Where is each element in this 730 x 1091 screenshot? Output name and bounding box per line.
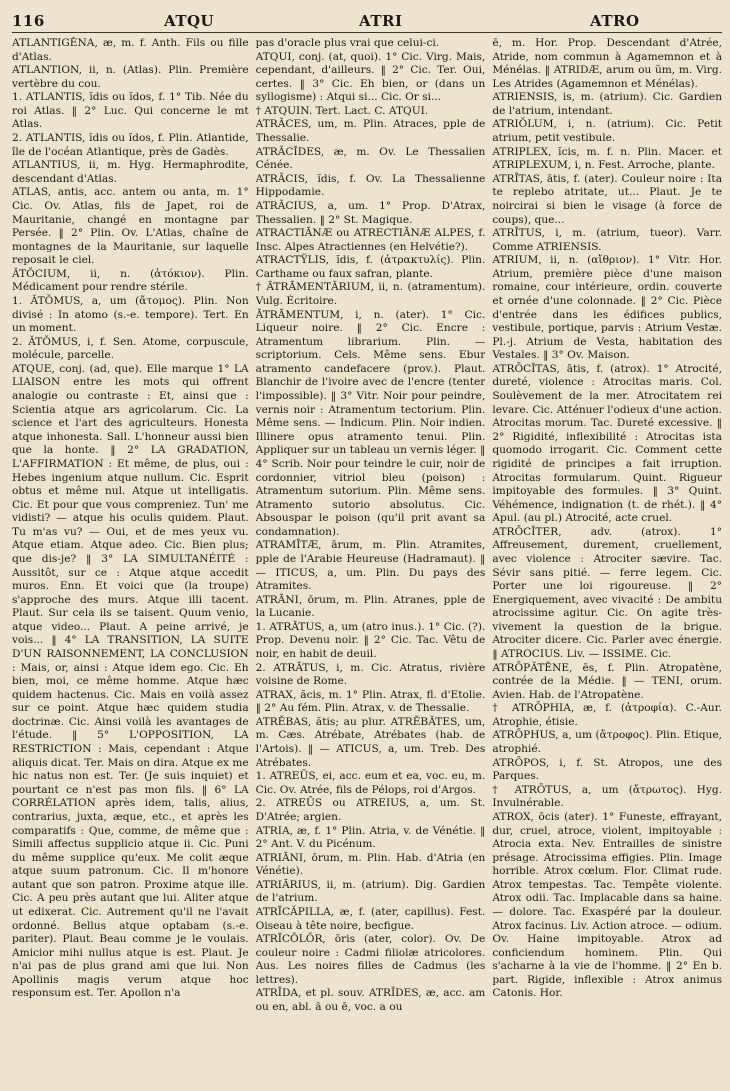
dictionary-entry: 2. ĂTŎMUS, i, f. Sen. Atome, corpuscule, molécule, parcelle.	[12, 335, 249, 362]
dictionary-entry: ATRAMĪTÆ, ārum, m. Plin. Atramites, pple de l'Arabie Heureuse (Hadramaut). ‖ — ITICUS, a, um. Plin. Du pays des Atramites.	[255, 539, 486, 593]
column-left	[12, 37, 249, 1089]
guide-word-right: ATRO	[590, 12, 640, 30]
dictionary-entry: ATRIUM, ii, n. (αἴθριον). 1° Vitr. Hor. Atrium, première pièce d'une maison romaine, cour intérieure, ordin. couverte et ornée d'une colonnade. ‖ 2° Cic. Pièce d'entrée dans les édifices publics, vestibule, portique, parvis : Atrium Vestæ. Pl.-j. Atrium de Vesta, habitation des Vestales. ‖ 3° Ov. Maison.	[492, 254, 723, 362]
dictionary-entry: ATRĂCIS, ĭdis, f. Ov. La Thessalienne Hippodamie.	[255, 172, 486, 199]
dictionary-entry: 2. ATLANTIS, ĭdis ou ĭdos, f. Plin. Atlantide, île de l'océan Atlantique, près de Gadès.	[12, 132, 249, 158]
dictionary-entry: ATLANTIGĔNA, æ, m. f. Anth. Fils ou fille d'Atlas.	[12, 37, 249, 63]
dictionary-entry: ATROX, ōcis (ater). 1° Funeste, effrayant, dur, cruel, atroce, violent, impitoyable : Atrocia exta. Nev. Entrailles de sinistre présage. Atrocissima effigies. Plin. Image horrible. Atrox cœlum. Flor. Climat rude. Atrox tempestas. Tac. Tempête violente. Atrox odii. Tac. Implacable dans sa haine. — dolore. Tac. Exaspéré par la douleur. Atrox facinus. Liv. Action atroce. — odium. Ov. Haine impitoyable. Atrox ad conficiendum hominem. Plin. Qui s'acharne à la vie de l'homme. ‖ 2° En b. part. Rigide, inflexible : Atrox animus Catonis. Hor.	[492, 810, 723, 1000]
dictionary-entry: ATRIĀRIUS, ii, m. (atrium). Dig. Gardien de l'atrium.	[255, 878, 486, 905]
dictionary-entry: ATQUI, conj. (at, quoi). 1° Cic. Virg. Mais, cependant, d'ailleurs. ‖ 2° Cic. Ter. Oui, certes. ‖ 3° Cic. Eh bien, or (dans un syllogisme) : Atqui si... Cic. Or si...	[255, 50, 486, 104]
dictionary-entry: 1. ATLANTIS, ĭdis ou ĭdos, f. 1° Tib. Née du roi Atlas. ‖ 2° Luc. Qui concerne le mt Atlas.	[12, 91, 249, 131]
dictionary-entry: ATLAS, antis, acc. antem ou anta, m. 1° Cic. Ov. Atlas, fils de Japet, roi de Mauritanie, changé en montagne par Persée. ‖ 2° Plin. Ov. L'Atlas, chaîne de montagnes de la Mauritanie, sur laquelle reposait le ciel.	[12, 186, 249, 267]
dictionary-entry: ATRŌPOS, i, f. St. Atropos, une des Parques.	[492, 756, 723, 783]
dictionary-entry: † ATRŌPHIA, æ, f. (ἀτροφία). C.-Aur. Atrophie, étisie.	[492, 702, 723, 728]
dictionary-entry: † ĀTRĀMENTĀRIUM, ii, n. (atramentum). Vulg. Écritoire.	[255, 281, 486, 307]
text-columns	[12, 37, 722, 1089]
dictionary-entry: 1. ATREŪS, ei, acc. eum et ea, voc. eu, m. Cic. Ov. Atrée, fils de Pélops, roi d'Argos.	[255, 770, 486, 796]
dictionary-entry: 2. ATRĀTUS, i, m. Cic. Atratus, rivière voisine de Rome.	[255, 661, 486, 688]
column-right	[492, 37, 722, 1089]
dictionary-entry: ATRIENSIS, is, m. (atrium). Cic. Gardien de l'atrium, intendant.	[492, 91, 723, 117]
dictionary-entry: † ATRŌTUS, a, um (ἄτρωτος). Hyg. Invulnérable.	[492, 783, 723, 810]
page-number: 116	[12, 12, 45, 30]
dictionary-entry: ATRŌPHUS, a, um (ἄτροφος). Plin. Etique, atrophié.	[492, 729, 723, 756]
dictionary-entry: 2. ATREŪS ou ATREIUS, a, um. St. D'Atrée; argien.	[255, 797, 486, 823]
dictionary-entry: ATRACTIĀNÆ ou ATRECTIĀNÆ ALPES, f. Insc. Alpes Atractiennes (en Helvétie?).	[255, 227, 486, 253]
guide-word-left: ATQU	[164, 12, 215, 30]
dictionary-entry: ATRĪCŎLŎR, ōris (ater, color). Ov. De couleur noire : Cadmi filiolæ atricolores. Aus. Les noires filles de Cadmus (les lettres).	[255, 933, 486, 986]
dictionary-entry: ATRĪDA, et pl. souv. ATRĪDES, æ, acc. am ou en, abl. ā ou ē, voc. a ou	[255, 987, 486, 1014]
dictionary-entry: ATRŌCĬTER, adv. (atrox). 1° Affreusement, durement, cruellement, avec violence : Atrociter sævire. Tac. Sévir sans pitié. — ferre legem. Cic. Porter une loi rigoureuse. ‖ 2° Energiquement, avec vivacité : De ambitu atrocissime agitur. Cic. On agite très-vivement la question de la brigue. Atrociter dicere. Cic. Parler avec énergie. ‖ ATROCIUS. Liv. — ISSIME. Cic.	[492, 525, 723, 661]
dictionary-entry: ATRIA, æ, f. 1° Plin. Atria, v. de Vénétie. ‖ 2° Ant. V. du Picénum.	[255, 824, 486, 851]
dictionary-entry: ATRĂCIUS, a, um. 1° Prop. D'Atrax, Thessalien. ‖ 2° St. Magique.	[255, 199, 486, 226]
dictionary-entry: ATRĀNI, ōrum, m. Plin. Atranes, pple de la Lucanie.	[255, 593, 486, 620]
dictionary-entry: ATRACTŸLIS, ĭdis, f. (ἀτρακτυλίς). Plin. Carthame ou faux safran, plante.	[255, 254, 486, 280]
dictionary-entry: ATLANTION, ii, n. (Atlas). Plin. Première vertèbre du cou.	[12, 64, 249, 90]
dictionary-entry: ē, m. Hor. Prop. Descendant d'Atrée, Atride, nom commun à Agamemnon et à Ménélas. ‖ ATRIDÆ, arum ou ŭm, m. Virg. Les Atrides (Agamemnon et Ménélas).	[492, 37, 723, 90]
dictionary-entry: 1. ATRĀTUS, a, um (atro inus.). 1° Cic. (?). Prop. Devenu noir. ‖ 2° Cic. Tac. Vêtu de noir, en habit de deuil.	[255, 620, 486, 661]
dictionary-entry: ĂTŎCIUM, ii, n. (ἀτόκιον). Plin. Médicament pour rendre stérile.	[12, 267, 249, 294]
dictionary-entry: ATLANTIUS, ii, m. Hyg. Hermaphrodite, descendant d'Atlas.	[12, 159, 249, 185]
dictionary-entry: ATRĂCES, um, m. Plin. Atraces, pple de Thessalie.	[255, 118, 486, 145]
dictionary-entry: ATRĔBAS, ătis; au plur. ATRĔBĂTES, um, m. Cæs. Atrébate, Atrébates (hab. de l'Artois). ‖ — ATICUS, a, um. Treb. Des Atrébates.	[255, 715, 486, 769]
running-header	[12, 10, 722, 33]
dictionary-entry: ATRŌPĂTĒNE, ēs, f. Plin. Atropatène, contrée de la Médie. ‖ — TENI, orum. Avien. Hab. de l'Atropatène.	[492, 661, 723, 701]
dictionary-entry: ATRĂCĬDES, æ, m. Ov. Le Thessalien Cénée.	[255, 145, 486, 172]
dictionary-entry: † ATQUIN. Tert. Lact. C. ATQUI.	[255, 104, 429, 117]
dictionary-entry: ATQUE, conj. (ad, que). Elle marque 1° LA LIAISON entre les mots qui offrent analogie ou contraste : Et, ainsi que : Scientia atque ars agricolarum. Cic. La science et l'art des agriculteurs. Honesta atque inhonesta. Sall. L'honneur aussi bien que la honte. ‖ 2° LA GRADATION, L'AFFIRMATION : Et même, de plus, oui : Hebes ingenium atque nullum. Cic. Esprit obtus et même nul. Atque ut intelligatis. Cic. Et pour que vous compreniez. Tun' me vidisti? — atque his oculis quidem. Plaut. Tu m'as vu? — Oui, et de mes yeux vu. Atque etiam. Atque adeo. Cic. Bien plus; que dis-je? ‖ 3° LA SIMULTANÉITÉ : Aussitôt, sur ce : Atque atque accedit muros. Enn. Et voici que (la troupe) s'approche des murs. Atque illi tacent. Plaut. Sur cela ils se taisent. Quum venio, atque video... Plaut. A peine arrivé, je vois... ‖ 4° LA TRANSITION, LA SUITE D'UN RAISONNEMENT, LA CONCLUSION : Mais, or, ainsi : Atque idem ego. Cic. Eh bien, moi, ce même homme. Atque hæc quidem hactenus. Cic. Mais en voilà assez sur ce point. Atque hæc quidem studia doctrinæ. Cic. Ainsi voilà les avantages de l'étude. ‖ 5° L'OPPOSITION, LA RESTRICTION : Mais, cependant : Atque aliquis dicat. Ter. Mais on dira. Atque ex me hic natus non est. Ter. (Je suis inquiet) et pourtant ce n'est pas mon fils. ‖ 6° LA CORRÉLATION après idem, talis, alius, contrarius, juxta, æque, etc., et après les comparatifs : Que, comme, de même que : Simili affectus supplicio atque ii. Cic. Puni du même supplice qu'eux. Me colit æque atque suum patronum. Cic. Il m'honore autant que son patron. Proxime atque ille. Cic. A peu près autant que lui. Aliter atque ut edixerat. Cic. Autrement qu'il ne l'avait ordonné. Bellus atque optabam (s.-e. pariter). Plaut. Beau comme je le voulais. Amicior mihi nullus atque is est. Plaut. Je n'ai pas de plus grand ami que lui. Non Apollinis magis verum atque hoc responsum est. Ter. Apollon n'a	[12, 362, 249, 1000]
dictionary-entry: ATRŌCĬTAS, ātis, f. (atrox). 1° Atrocité, dureté, violence : Atrocitas maris. Col. Soulèvement de la mer. Atrocitatem rei levare. Cic. Atténuer l'odieux d'une action. Atrocitas morum. Tac. Dureté excessive. ‖ 2° Rigidité, inflexibilité : Atrocitas ista quomodo irrogarit. Cic. Comment cette rigidité de principes a fait irruption. Atrocitas formularum. Quint. Rigueur impitoyable des formules. ‖ 3° Quint. Véhémence, indignation (t. de rhét.). ‖ 4° Apul. (au pl.) Atrocité, acte cruel.	[492, 362, 723, 525]
dictionary-entry: ATRĪCĂPILLA, æ, f. (ater, capillus). Fest. Oiseau à tête noire, becfigue.	[255, 906, 486, 932]
dictionary-entry: pas d'oracle plus vrai que celui-ci.	[255, 37, 440, 49]
dictionary-entry: ĀTRĀMENTUM, i, n. (ater). 1° Cic. Liqueur noire. ‖ 2° Cic. Encre : Atramentum librarium. Plin. — scriptorium. Cels. Même sens. Ebur atramento candefacere (prov.). Plaut. Blanchir de l'ivoire avec de l'encre (tenter l'impossible). ‖ 3° Vitr. Noir pour peindre, vernis noir : Atramentum tectorium. Plin. Même sens. — Indicum. Plin. Noir indien. Illinere opus atramento tenui. Plin. Appliquer sur un tableau un vernis léger. ‖ 4° Scrib. Noir pour teindre le cuir, noir de cordonnier, vitriol bleu (poison) : Atramentum sutorium. Plin. Même sens. Atramento sutorio absolutus. Cic. Absouspar le poison (qu'il prit avant sa condamnation).	[255, 308, 486, 538]
dictionary-entry: ATRĪTUS, i, m. (atrium, tueor). Varr. Comme ATRIENSIS.	[492, 227, 723, 253]
dictionary-entry: ATRIŎLUM, i, n. (atrium). Cic. Petit atrium, petit vestibule.	[492, 118, 723, 145]
column-middle	[256, 37, 486, 1089]
guide-word-middle: ATRI	[359, 12, 403, 30]
dictionary-entry: ATRIĀNI, ōrum, m. Plin. Hab. d'Atria (en Vénétie).	[255, 851, 486, 878]
dictionary-entry: ATRĪTAS, ātis, f. (ater). Couleur noire : Ita te replebo atritate, ut... Plaut. Je te noircirai si bien le visage (à force de coups), que...	[492, 172, 723, 226]
dictionary-entry: 1. ĂTŎMUS, a, um (ἄτομος). Plin. Non divisé : In atomo (s.-e. tempore). Tert. En un moment.	[12, 294, 249, 335]
dictionary-entry: ATRIPLEX, ĭcis, m. f. n. Plin. Macer. et ATRIPLEXUM, i, n. Fest. Arroche, plante.	[492, 145, 723, 172]
dictionary-entry: ATRAX, ăcis, m. 1° Plin. Atrax, fl. d'Etolie. ‖ 2° Au fém. Plin. Atrax, v. de Thessalie.	[255, 688, 486, 715]
